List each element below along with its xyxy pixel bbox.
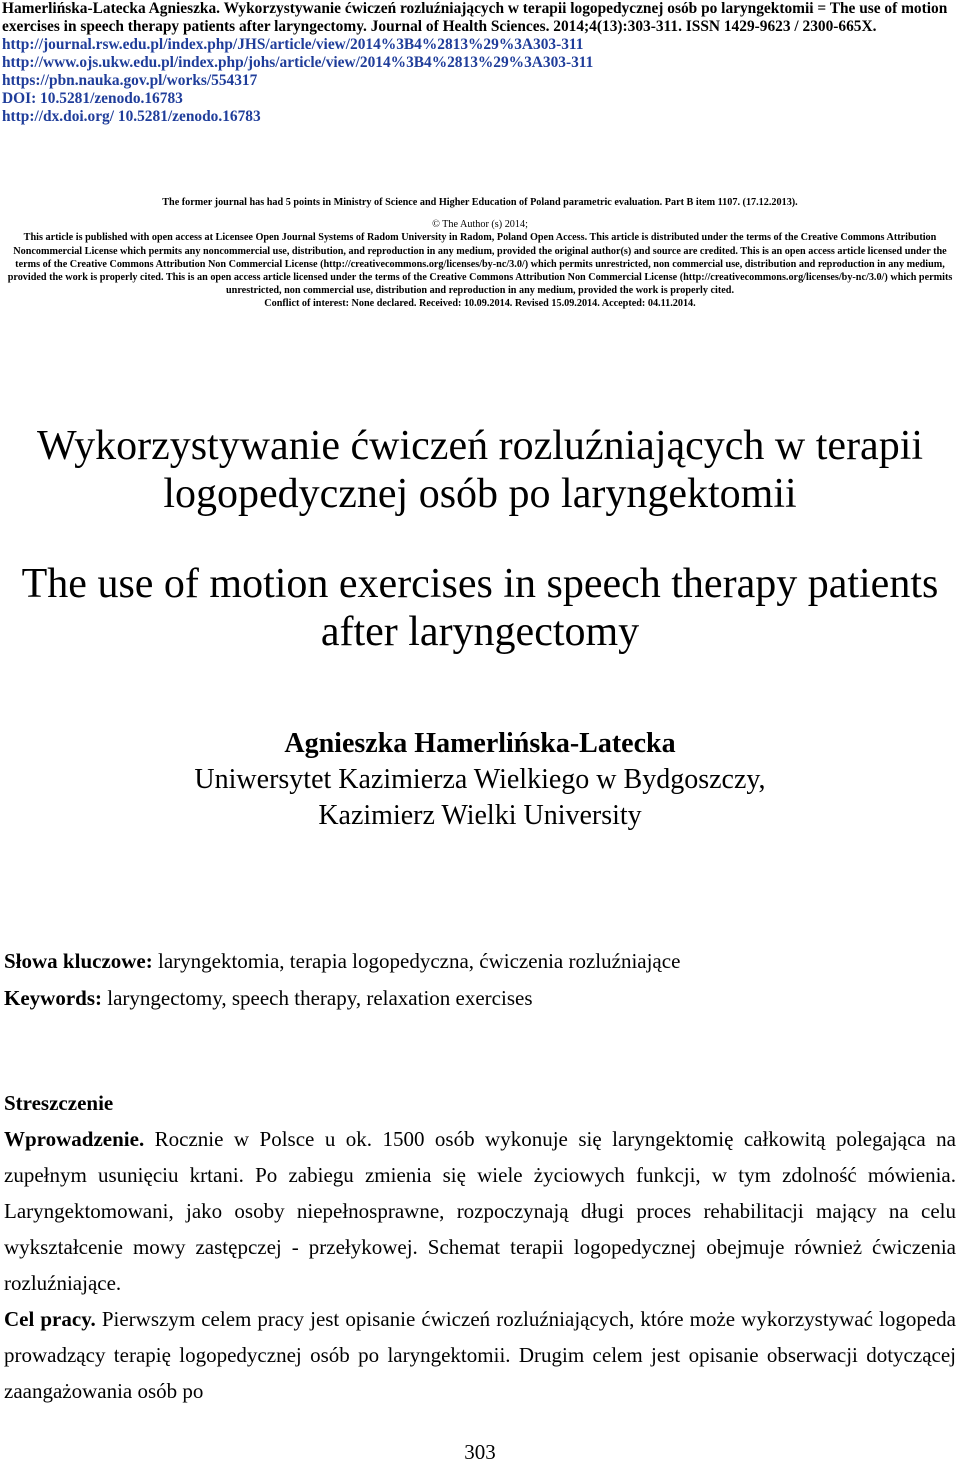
keywords-english-text: laryngectomy, speech therapy, relaxation exercises [102,986,533,1010]
conflict-dates: Conflict of interest: None declared. Received: 10.09.2014. Revised 15.09.2014. Accepted: 04.11.2014. [264,298,696,310]
copyright-line: © The Author (s) 2014; [432,219,528,231]
abstract-section [4,1085,956,1409]
abstract-intro [4,1121,956,1301]
keywords-english [4,980,956,1017]
citation-block [2,0,958,126]
author-name: Agnieszka Hamerlińska-Latecka [284,728,676,759]
title-english: The use of motion exercises in speech therapy patients after laryngectomy [21,561,939,655]
keywords-polish-label: Słowa kluczowe: [4,949,153,973]
page-number: 303 [464,1440,496,1464]
doi-text[interactable]: DOI: 10.5281/zenodo.16783 [2,90,183,107]
intro-text: Rocznie w Polsce u ok. 1500 osób wykonuje się laryngektomię całkowitą polegająca na zupełnym usunięciu krtani. Po zabiegu zmienia się wiele życiowych funkcji, w tym zdolność mówienia. Laryngektomowani, jako osoby niepełnosprawne, rozpoczynają długi proces rehabilitacji mający na celu wykształcenie mowy zastępczej - przełykowej. Schemat terapii logopedycznej obejmuje również ćwiczenia rozluźniające. [4,1127,956,1295]
abstract-heading: Streszczenie [4,1091,114,1115]
keywords-block [4,943,956,1017]
affiliation-polish: Uniwersytet Kazimierza Wielkiego w Bydgoszczy, [194,764,766,795]
keywords-polish [4,943,956,980]
aim-text: Pierwszym celem pracy jest opisanie ćwiczeń rozluźniających, które może wykorzystywać logopeda prowadzący terapię logopedycznej osób po laryngektomii. Drugim celem jest opisanie obserwacji dotyczącej zaangażowania osób po [4,1307,956,1403]
author-block [0,726,960,834]
ojs-link[interactable]: http://www.ojs.ukw.edu.pl/index.php/johs/article/view/2014%3B4%2813%29%3A303-311 [2,54,594,71]
doi-link[interactable]: http://dx.doi.org/ 10.5281/zenodo.16783 [2,108,261,125]
title-polish: Wykorzystywanie ćwiczeń rozluźniających w terapii logopedycznej osób po laryngektomii [36,423,924,517]
pbn-link[interactable]: https://pbn.nauka.gov.pl/works/554317 [2,72,258,89]
intro-label: Wprowadzenie. [4,1127,145,1151]
keywords-polish-text: laryngektomia, terapia logopedyczna, ćwiczenia rozluźniające [152,949,681,973]
journal-link[interactable]: http://journal.rsw.edu.pl/index.php/JHS/article/view/2014%3B4%2813%29%3A303-311 [2,36,584,53]
citation-text: Hamerlińska-Latecka Agnieszka. Wykorzystywanie ćwiczeń rozluźniających w terapii logopedycznej osób po laryngektomii = The use of motion exercises in speech therapy patients after laryngectomy. Journal of Health Sciences. 2014;4(13):303-311. ISSN 1429-9623 / 2300-665X. [2,0,948,35]
aim-label: Cel pracy. [4,1307,96,1331]
keywords-english-label: Keywords: [4,986,102,1010]
affiliation-english: Kazimierz Wielki University [318,800,642,831]
abstract-aim [4,1301,956,1409]
license-text: This article is published with open access at Licensee Open Journal Systems of Radom University in Radom, Poland Open Access. This article is distributed under the terms of the Creative Commons Attribution Noncommercial License which permits any noncommercial use, distribution, and reproduction in any medium, provided the original author(s) and source are credited. This is an open access article licensed under the terms of the Creative Commons Attribution Non Commercial License (http://creativecommons.org/licenses/by-nc/3.0/) which permits unrestricted, non commercial use, distribution and reproduction in any medium, provided the work is properly cited. This is an open access article licensed under the terms of the Creative Commons Attribution Non Commercial License (http://creativecommons.org/licenses/by-nc/3.0/) which permits unrestricted, non commercial use, distribution and reproduction in any medium, provided the work is properly cited. [7,232,953,297]
points-note: The former journal has had 5 points in Ministry of Science and Higher Education of Poland parametric evaluation. Part B item 1107. (17.12.2013). [162,197,798,208]
legal-notice [0,196,960,311]
